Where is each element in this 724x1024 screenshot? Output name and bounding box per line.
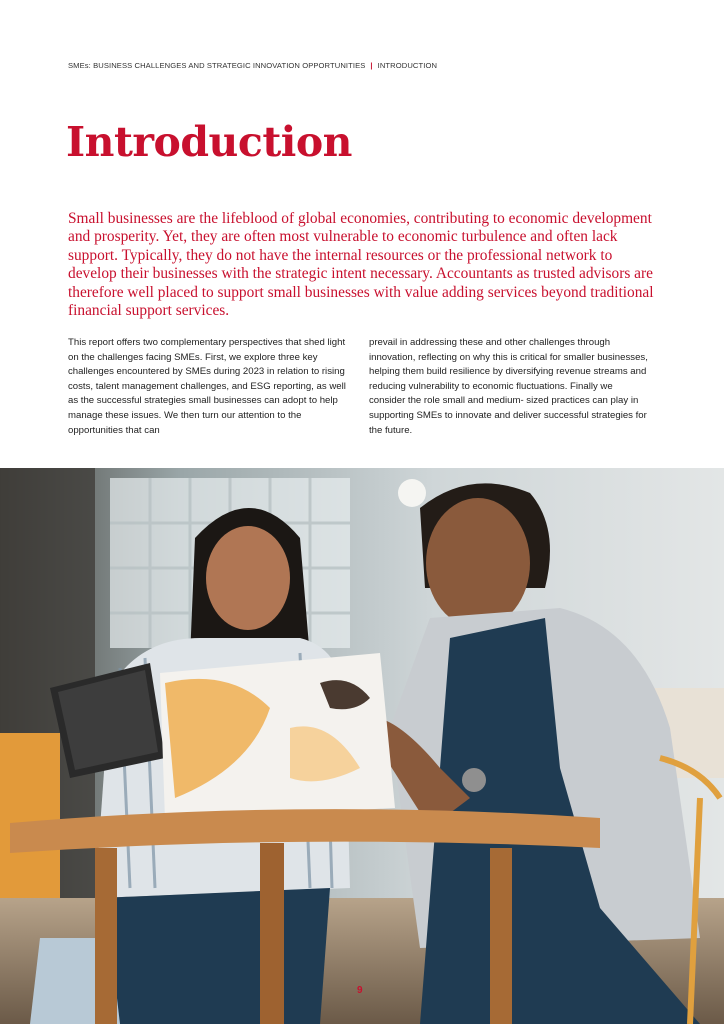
running-header-section: SMEs: BUSINESS CHALLENGES AND STRATEGIC INNOVATION OPPORTUNITIES (68, 61, 366, 70)
page-number: 9 (357, 985, 363, 996)
running-header-chapter: INTRODUCTION (377, 61, 438, 70)
running-header (68, 61, 437, 70)
cafe-photo-illustration (0, 468, 724, 1024)
body-column-right: prevail in addressing these and other challenges through innovation, reflecting on why this is critical for smaller businesses, helping them build resilience by diversifying revenue streams and reducing vulnerability to economic fluctuations. Finally we consider the role small and medium- sized practices can play in supporting SMEs to innovate and deliver successful strategies for the future. (369, 337, 648, 436)
lead-paragraph: Small businesses are the lifeblood of global economies, contributing to economic development and prosperity. Yet, they are often most vulnerable to economic turbulence and often lack support. Typically, they do not have the internal resources or the professional network to develop their businesses with the strategic intent necessary. Accountants as trusted advisors are therefore well placed to support small businesses with value adding services beyond traditional financial support services. (68, 210, 654, 320)
cafe-photo (0, 468, 724, 1024)
document-brochure (160, 653, 395, 820)
ceiling-lamp (398, 479, 426, 507)
body-column-left: This report offers two complementary perspectives that shed light on the challenges facing SMEs. First, we explore three key challenges encountered by SMEs during 2023 in relation to rising costs, talent management challenges, and ESG reporting, as well as the successful strategies small businesses can adopt to help manage these issues. We then turn our attention to the opportunities that can (68, 337, 346, 436)
running-header-separator: | (370, 61, 373, 70)
page-title: Introduction (66, 118, 352, 166)
body-columns (68, 336, 650, 438)
